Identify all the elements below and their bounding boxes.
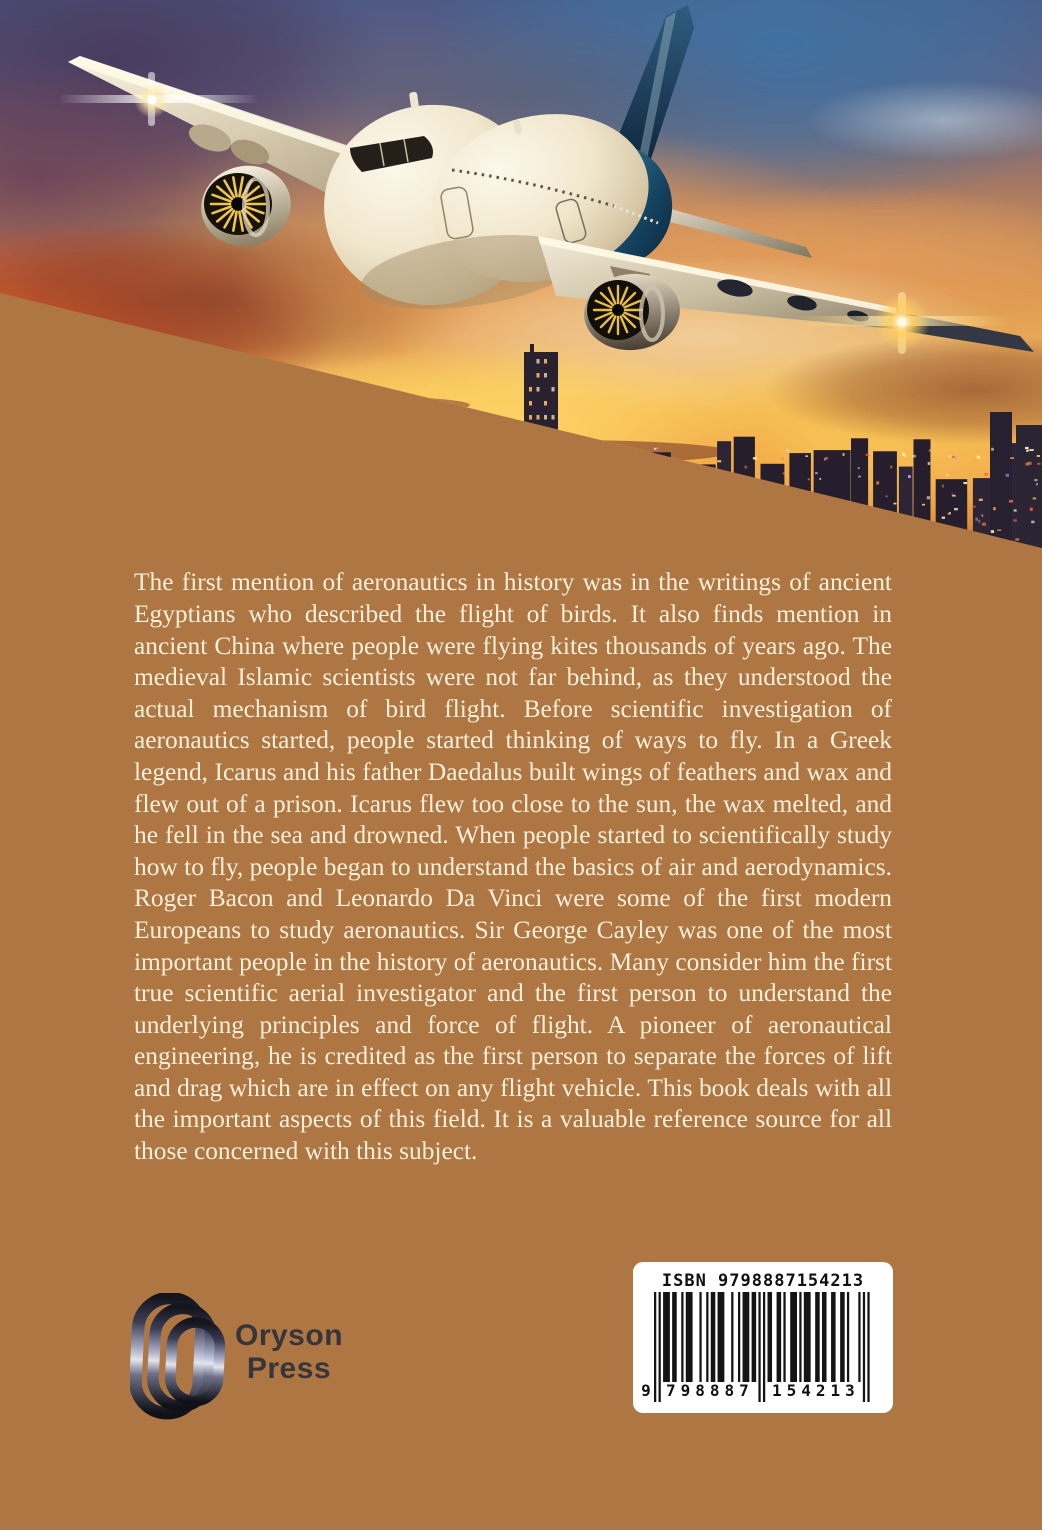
ean-digit-group: 798887: [666, 1381, 754, 1400]
airplane-sunset-illustration: [0, 0, 1042, 560]
back-cover-synopsis: The first mention of aeronautics in history was in the writings of ancient Egyptians who described the flight of birds. It also finds mention in ancient China where people were flying kites thousands of years ago. The medieval Islamic scientists were not far behind, as they understood the actual mechanism of bird flight. Before scientific investigation of aeronautics started, people started thinking of ways to fly. In a Greek legend, Icarus and his father Daedalus built wings of feathers and wax and flew out of a prison. Icarus flew too close to the sun, the wax melted, and he fell in the sea and drowned. When people started to scientifically study how to fly, people began to understand the basics of air and aerodynamics. Roger Bacon and Leonardo Da Vinci were some of the first modern Europeans to study aeronautics. Sir George Cayley was one of the most important people in the history of aeronautics. Many consider him the first true scientific aerial investigator and the first person to understand the underlying principles and force of flight. A pioneer of aeronautical engineering, he is credited as the first person to separate the forces of lift and drag which are in effect on any flight vehicle. This book deals with all the important aspects of this field. It is a valuable reference source for all those concerned with this subject.: [134, 568, 892, 1166]
ean-digit-group: 154213: [772, 1381, 860, 1400]
ean-digit-group: 9: [641, 1381, 651, 1400]
skyscraper-silhouette: [524, 352, 558, 560]
isbn-barcode: [633, 1262, 893, 1413]
publisher-name-line2: Press: [246, 1352, 332, 1385]
oryson-press-logo-icon: [130, 1293, 226, 1423]
publisher-name-line1: Oryson: [234, 1319, 344, 1352]
cover-photo: [0, 0, 1042, 560]
publisher-block: [130, 1293, 390, 1425]
ean13-digits: [633, 1381, 893, 1401]
isbn-number: ISBN 9798887154213: [661, 1271, 865, 1291]
publisher-name: [224, 1319, 354, 1385]
